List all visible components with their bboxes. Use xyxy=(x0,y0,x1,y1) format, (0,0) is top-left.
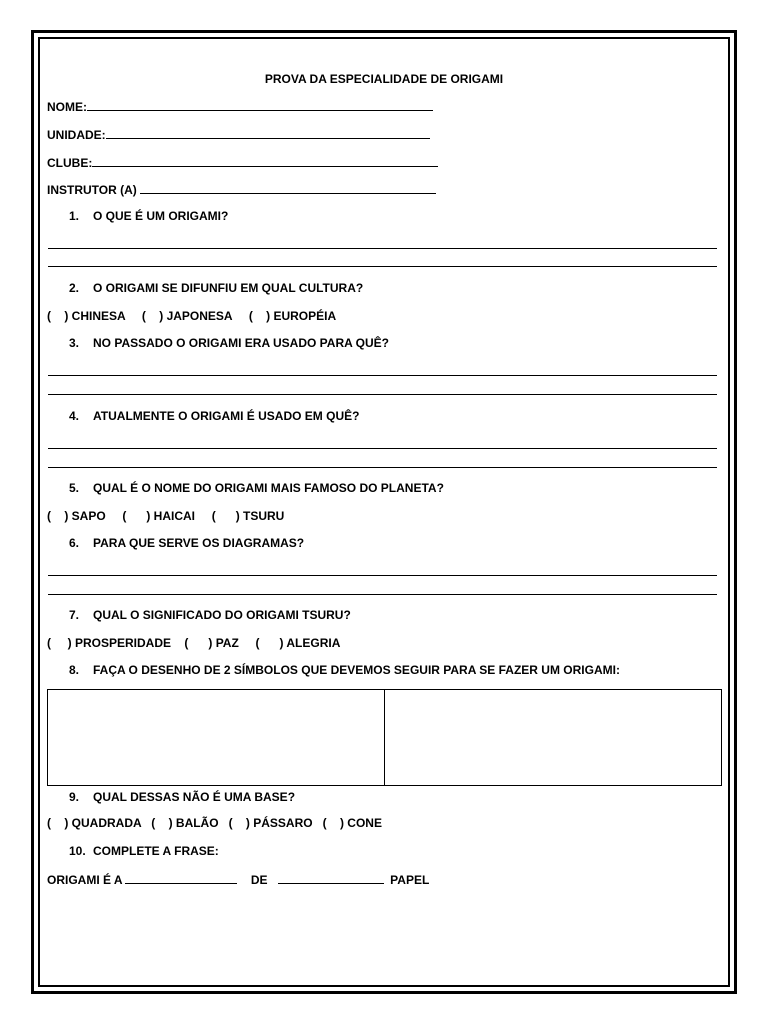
answer-line[interactable] xyxy=(48,248,717,249)
unidade-label: UNIDADE: xyxy=(47,128,106,142)
question-4-number: 4. xyxy=(69,409,80,423)
question-10-number: 10. xyxy=(69,844,86,858)
option-balao[interactable]: ( ) BALÃO xyxy=(151,816,219,830)
nome-field[interactable] xyxy=(47,99,433,114)
answer-line[interactable] xyxy=(48,448,717,449)
sentence-blank-1[interactable] xyxy=(125,872,237,884)
question-2-options xyxy=(47,309,336,323)
question-10 xyxy=(69,844,219,858)
question-5 xyxy=(69,481,444,495)
unidade-field[interactable] xyxy=(47,127,430,142)
option-alegria[interactable]: ( ) ALEGRIA xyxy=(255,636,341,650)
option-japonesa[interactable]: ( ) JAPONESA xyxy=(141,309,233,323)
answer-line[interactable] xyxy=(48,575,717,576)
answer-line[interactable] xyxy=(48,266,717,267)
question-9 xyxy=(69,790,295,804)
question-4 xyxy=(69,409,359,423)
option-haicai[interactable]: ( ) HAICAI xyxy=(122,509,196,523)
question-3-number: 3. xyxy=(69,336,80,350)
option-sapo[interactable]: ( ) SAPO xyxy=(47,509,106,523)
option-cone[interactable]: ( ) CONE xyxy=(322,816,382,830)
option-paz[interactable]: ( ) PAZ xyxy=(184,636,239,650)
question-9-options xyxy=(47,816,382,830)
question-10-text: COMPLETE A FRASE: xyxy=(93,844,219,858)
answer-line[interactable] xyxy=(48,394,717,395)
answer-line[interactable] xyxy=(48,594,717,595)
question-5-number: 5. xyxy=(69,481,80,495)
complete-sentence xyxy=(47,872,429,887)
page-title: PROVA DA ESPECIALIDADE DE ORIGAMI xyxy=(264,72,504,86)
question-2-number: 2. xyxy=(69,281,80,295)
drawing-box-2[interactable] xyxy=(384,689,722,786)
question-7-options xyxy=(47,636,340,650)
sentence-part-1: ORIGAMI É A xyxy=(47,873,123,887)
question-9-text: QUAL DESSAS NÃO É UMA BASE? xyxy=(93,790,296,804)
question-4-text: ATUALMENTE O ORIGAMI É USADO EM QUÊ? xyxy=(93,409,360,423)
question-6-number: 6. xyxy=(69,536,80,550)
nome-label: NOME: xyxy=(47,100,87,114)
question-5-text: QUAL É O NOME DO ORIGAMI MAIS FAMOSO DO PLANETA? xyxy=(93,481,444,495)
question-9-number: 9. xyxy=(69,790,80,804)
sentence-part-2: DE xyxy=(250,873,268,887)
instrutor-label: INSTRUTOR (A) xyxy=(47,183,137,197)
instrutor-field[interactable] xyxy=(47,182,436,197)
clube-field[interactable] xyxy=(47,155,438,170)
answer-line[interactable] xyxy=(48,375,717,376)
answer-line[interactable] xyxy=(48,467,717,468)
instrutor-blank[interactable] xyxy=(140,182,436,194)
nome-blank[interactable] xyxy=(87,99,433,111)
option-europeia[interactable]: ( ) EUROPÉIA xyxy=(248,309,337,323)
clube-blank[interactable] xyxy=(92,155,438,167)
sentence-part-3: PAPEL xyxy=(390,873,430,887)
question-2-text: O ORIGAMI SE DIFUNFIU EM QUAL CULTURA? xyxy=(93,281,364,295)
option-quadrada[interactable]: ( ) QUADRADA xyxy=(47,816,142,830)
question-7 xyxy=(69,608,351,622)
question-7-number: 7. xyxy=(69,608,80,622)
question-1 xyxy=(69,209,228,223)
option-prosperidade[interactable]: ( ) PROSPERIDADE xyxy=(47,636,172,650)
option-chinesa[interactable]: ( ) CHINESA xyxy=(47,309,126,323)
question-2 xyxy=(69,281,363,295)
option-passaro[interactable]: ( ) PÁSSARO xyxy=(228,816,313,830)
question-8 xyxy=(69,663,620,677)
question-5-options xyxy=(47,509,284,523)
question-3 xyxy=(69,336,389,350)
question-6 xyxy=(69,536,304,550)
question-8-number: 8. xyxy=(69,663,80,677)
clube-label: CLUBE: xyxy=(47,156,93,170)
question-7-text: QUAL O SIGNIFICADO DO ORIGAMI TSURU? xyxy=(93,608,351,622)
sentence-blank-2[interactable] xyxy=(278,872,384,884)
option-tsuru[interactable]: ( ) TSURU xyxy=(211,509,285,523)
question-1-number: 1. xyxy=(69,209,80,223)
drawing-box-1[interactable] xyxy=(47,689,385,786)
question-6-text: PARA QUE SERVE OS DIAGRAMAS? xyxy=(93,536,305,550)
unidade-blank[interactable] xyxy=(106,127,430,139)
question-3-text: NO PASSADO O ORIGAMI ERA USADO PARA QUÊ? xyxy=(93,336,390,350)
question-1-text: O QUE É UM ORIGAMI? xyxy=(93,209,229,223)
question-8-text: FAÇA O DESENHO DE 2 SÍMBOLOS QUE DEVEMOS SEGUIR PARA SE FAZER UM ORIGAMI: xyxy=(93,663,620,677)
